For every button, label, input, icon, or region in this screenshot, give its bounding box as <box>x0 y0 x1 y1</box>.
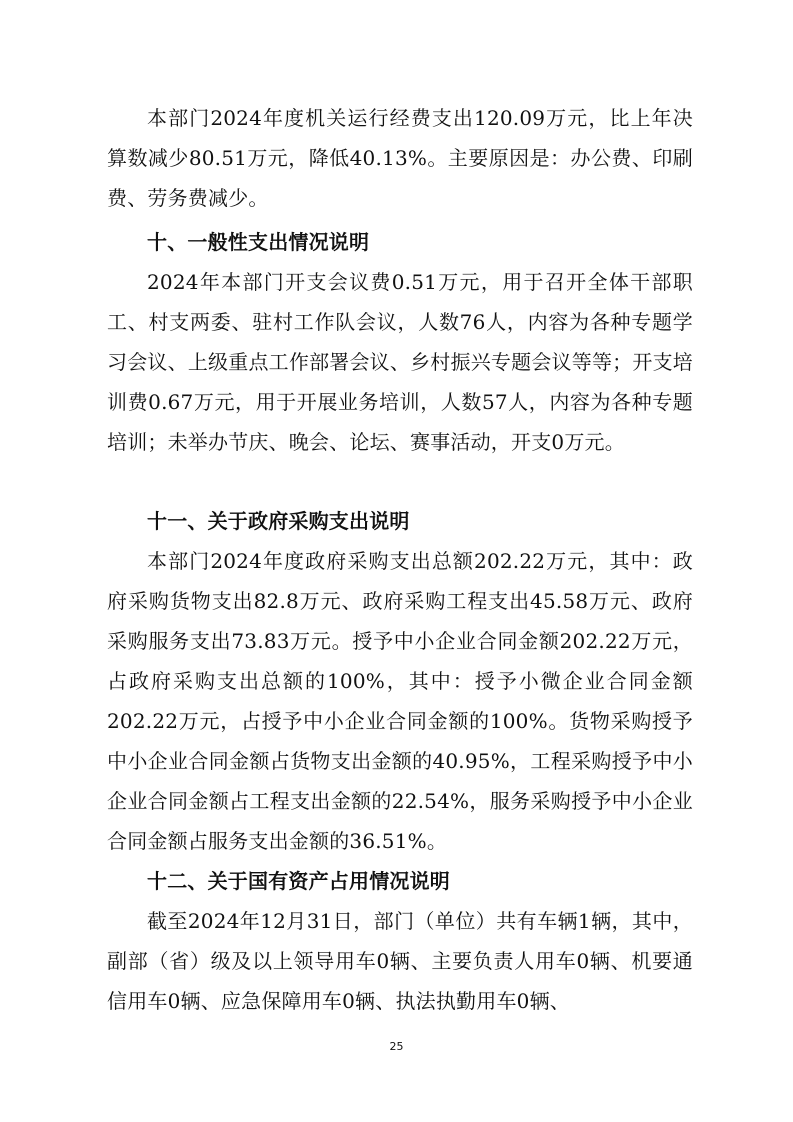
paragraph-general-expenditure: 2024年本部门开支会议费0.51万元，用于召开全体干部职工、村支两委、驻村工作队会议，人数76人，内容为各种专题学习会议、上级重点工作部署会议、乡村振兴专题会议等等；开支培训费0.67万元，用于开展业务培训，人数57人，内容为各种专题培训；未举办节庆、晚会、论坛、赛事活动，开支0万元。 <box>107 270 693 454</box>
paragraph-operating-expenses: 本部门2024年度机关运行经费支出120.09万元，比上年决算数减少80.51万元，降低40.13%。主要原因是：办公费、印刷费、劳务费减少。 <box>107 106 693 210</box>
paragraph-government-procurement: 本部门2024年度政府采购支出总额202.22万元，其中：政府采购货物支出82.8万元、政府采购工程支出45.58万元、政府采购服务支出73.83万元。授予中小企业合同金额202.22万元，占政府采购支出总额的100%，其中：授予小微企业合同金额202.22万元，占授予中小企业合同金额的100%。货物采购授予中小企业合同金额占货物支出金额的40.95%，工程采购授予中小企业合同金额占工程支出金额的22.54%，服务采购授予中小企业合同金额占服务支出金额的36.51%。 <box>107 549 693 853</box>
paragraph-state-assets: 截至2024年12月31日，部门（单位）共有车辆1辆，其中，副部（省）级及以上领导用车0辆、主要负责人用车0辆、机要通信用车0辆、应急保障用车0辆、执法执勤用车0辆、 <box>107 909 693 1013</box>
page-number: 25 <box>389 1040 404 1053</box>
heading-government-procurement: 十一、关于政府采购支出说明 <box>147 509 410 533</box>
heading-general-expenditure: 十、一般性支出情况说明 <box>147 230 370 254</box>
heading-state-assets: 十二、关于国有资产占用情况说明 <box>147 869 450 893</box>
